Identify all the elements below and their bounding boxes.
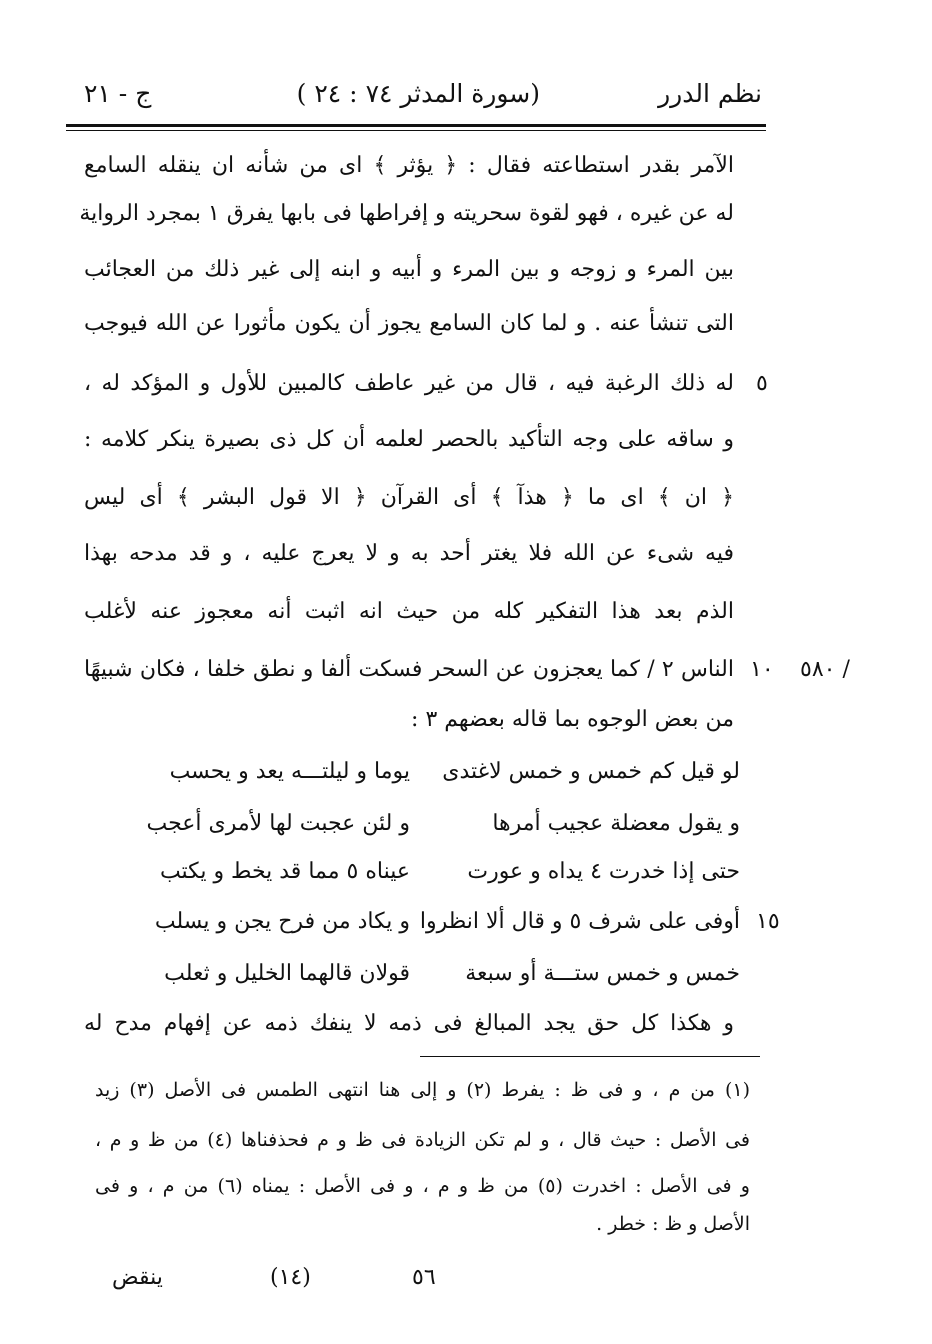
poem-hemistich-right: أوفى على شرف ٥ و قال ألا انظروا bbox=[419, 909, 740, 934]
body-line: و هكذا كل حق يجد المبالغ فى ذمه لا ينفك ذمه عن إفهام مدح له bbox=[84, 1011, 734, 1036]
body-line: التى تنشأ عنه . و لما كان السامع يجوز أن يكون مأثورا عن الله فيوجب bbox=[84, 311, 734, 336]
header-rule-thin bbox=[66, 130, 766, 131]
body-line: و ساقه على وجه التأكيد بالحصر لعلمه أن كل ذى بصيرة ينكر كلامه : bbox=[84, 427, 734, 452]
line-number-5: ٥ bbox=[756, 371, 768, 396]
poem-hemistich-right: حتى إذا خدرت ٤ يداه و عورت bbox=[467, 859, 740, 884]
body-line: الآمر بقدر استطاعته فقال : ﴿ يؤثر ﴾ اى من شأنه ان ينقله السامع bbox=[84, 153, 734, 178]
poem-hemistich-left: يوما و ليلتـــه يعد و يحسب bbox=[169, 759, 410, 784]
footnote-line: و فى الأصل : اخدرت (٥) من ظ و م ، و فى الأصل : يمناه (٦) من م ، و فى bbox=[95, 1175, 750, 1197]
page-number: ٥٦ bbox=[412, 1265, 436, 1290]
poem-hemistich-left: عيناه ٥ مما قد يخط و يكتب bbox=[159, 859, 410, 884]
body-line: ﴿ ان ﴾ اى ما ﴿ هذآ ﴾ أى القرآن ﴿ الا قول البشر ﴾ أى ليس bbox=[84, 485, 734, 510]
body-line: الناس ٢ / كما يعجزون عن السحر فسكت ألفا و نطق خلفا ، فكان شبيهًا bbox=[84, 657, 734, 682]
footnote-line: (١) من م ، و فى ظ : يفرط (٢) و إلى هنا انتهى الطمس فى الأصل (٣) زيد bbox=[95, 1079, 751, 1101]
footnote-rule bbox=[420, 1056, 760, 1057]
header-rule-thick bbox=[66, 124, 766, 127]
running-title: نظم الدرر bbox=[658, 79, 762, 108]
body-line: من بعض الوجوه بما قاله بعضهم ٣ : bbox=[411, 707, 734, 732]
catchword: ينقض bbox=[112, 1265, 163, 1290]
sheet-signature: (١٤) bbox=[270, 1265, 311, 1290]
volume-number: ج - ٢١ bbox=[84, 79, 152, 108]
footnote-line: الأصل و ظ : خطر . bbox=[596, 1213, 750, 1235]
poem-hemistich-left: قولان قالهما الخليل و ثعلب bbox=[164, 961, 410, 986]
body-line: بين المرء و زوجه و بين المرء و أبيه و ابنه إلى غير ذلك من العجائب bbox=[84, 257, 734, 282]
manuscript-page-reference: ٥٨٠ / bbox=[800, 657, 850, 682]
footnote-line: فى الأصل : حيث قال ، و لم تكن الزيادة فى ظ و م فحذفناها (٤) من ظ و م ، bbox=[95, 1129, 750, 1151]
poem-hemistich-right: و يقول معضلة عجيب أمرها bbox=[492, 811, 740, 836]
body-line: فيه شىء عن الله فلا يغتر أحد به و لا يعرج عليه ، و قد مدحه بهذا bbox=[84, 541, 734, 566]
body-line: له ذلك الرغبة فيه ، قال من غير عاطف كالمبين للأول و المؤكد له ، bbox=[84, 371, 734, 396]
line-number-10: ١٠ bbox=[750, 657, 774, 682]
poem-hemistich-left: و لئن عجبت لها لأمرى أعجب bbox=[146, 811, 410, 836]
body-line: الذم بعد هذا التفكير كله من حيث انه اثبت أنه معجوز عنه لأغلب bbox=[84, 599, 734, 624]
surah-reference: (سورة المدثر ٧٤ : ٢٤ ) bbox=[296, 79, 540, 108]
poem-hemistich-right: خمس و خمس ستـــة أو سبعة bbox=[465, 961, 740, 986]
line-number-15: ١٥ bbox=[756, 909, 780, 934]
poem-hemistich-left: و يكاد من فرح يجن و يسلب bbox=[154, 909, 410, 934]
poem-hemistich-right: لو قيل كم خمس و خمس لاغتدى bbox=[442, 759, 740, 784]
body-line: له عن غيره ، فهو لقوة سحريته و إفراطها فى بابها يفرق ١ بمجرد الرواية bbox=[79, 201, 734, 226]
